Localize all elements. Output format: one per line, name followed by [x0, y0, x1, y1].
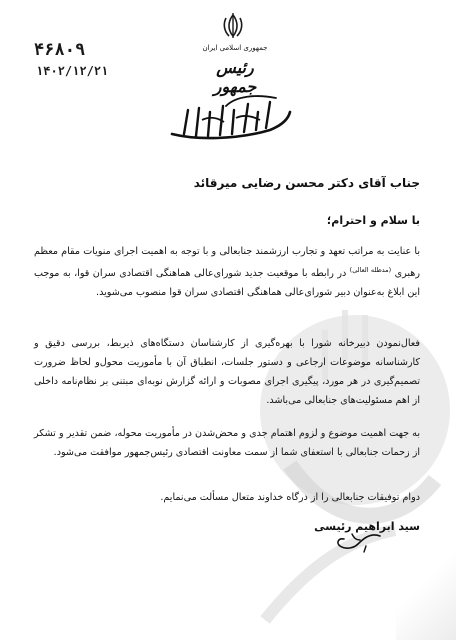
- paragraph-resignation: به جهت اهمیت موضوع و لزوم اهتمام جدی و محض‌شدن در مأموریت محوله، ضمن تقدیر و تشکر از زحمات جنابعالی با استعفای شما از سمت معاونت اقتصادی رئیس‌جمهور موافقت می‌شود.: [34, 428, 420, 458]
- org-name: جمهوری اسلامی ایران: [202, 44, 268, 52]
- org-title: رئیس جمهور: [213, 58, 257, 96]
- letter-number: ۴۶۸۰۹: [34, 40, 86, 60]
- basmala-calligraphy: [166, 90, 296, 146]
- honorific-note: (مدظله العالی): [349, 266, 392, 274]
- paragraph-appointment: [34, 242, 420, 302]
- iran-emblem-icon: [220, 12, 246, 40]
- handwritten-signature: [330, 528, 386, 554]
- signatory-name: سید ابراهیم رئیسی: [314, 520, 420, 533]
- addressee-line: جناب آقای دکتر محسن رضایی میرقائد: [193, 176, 420, 190]
- paragraph-duties: فعال‌نمودن دبیرخانه شورا با بهره‌گیری از کارشناسان دستگاه‌های ذیربط، بررسی دقیق و کارشناسانه موضوعات ارجاعی و دستور جلسات، انطباق آن با مأموریت محول‌و لحاظ ضرورت تصمیم‌گیری در هر مورد، پیگیری اجرای مصوبات و ارائه گزارش نوبه‌ای مبتنی بر نظام‌نامه داخلی از اهم مسئولیت‌های جنابعالی می‌باشد.: [34, 338, 420, 406]
- paragraph-appointment-a: با عنایت به مراتب تعهد و تجارب ارزشمند جنابعالی و با توجه به اهمیت اجرای منویات مقام معظم رهبری: [34, 246, 420, 280]
- greeting-line: با سلام و احترام؛: [326, 214, 420, 227]
- closing-line: دوام توفیقات جنابعالی را از درگاه خداوند متعال مسألت می‌نمایم.: [160, 492, 420, 503]
- paragraph-appointment-b: در رابطه با موقعیت جدید شورای‌عالی هماهنگی اقتصادی سران قوا، به موجب این ابلاغ به‌عنوان دبیر شورای‌عالی هماهنگی اقتصادی سران قوا منصوب می‌شوید.: [34, 268, 420, 299]
- letter-date: ۱۴۰۲/۱۲/۲۱: [36, 64, 109, 78]
